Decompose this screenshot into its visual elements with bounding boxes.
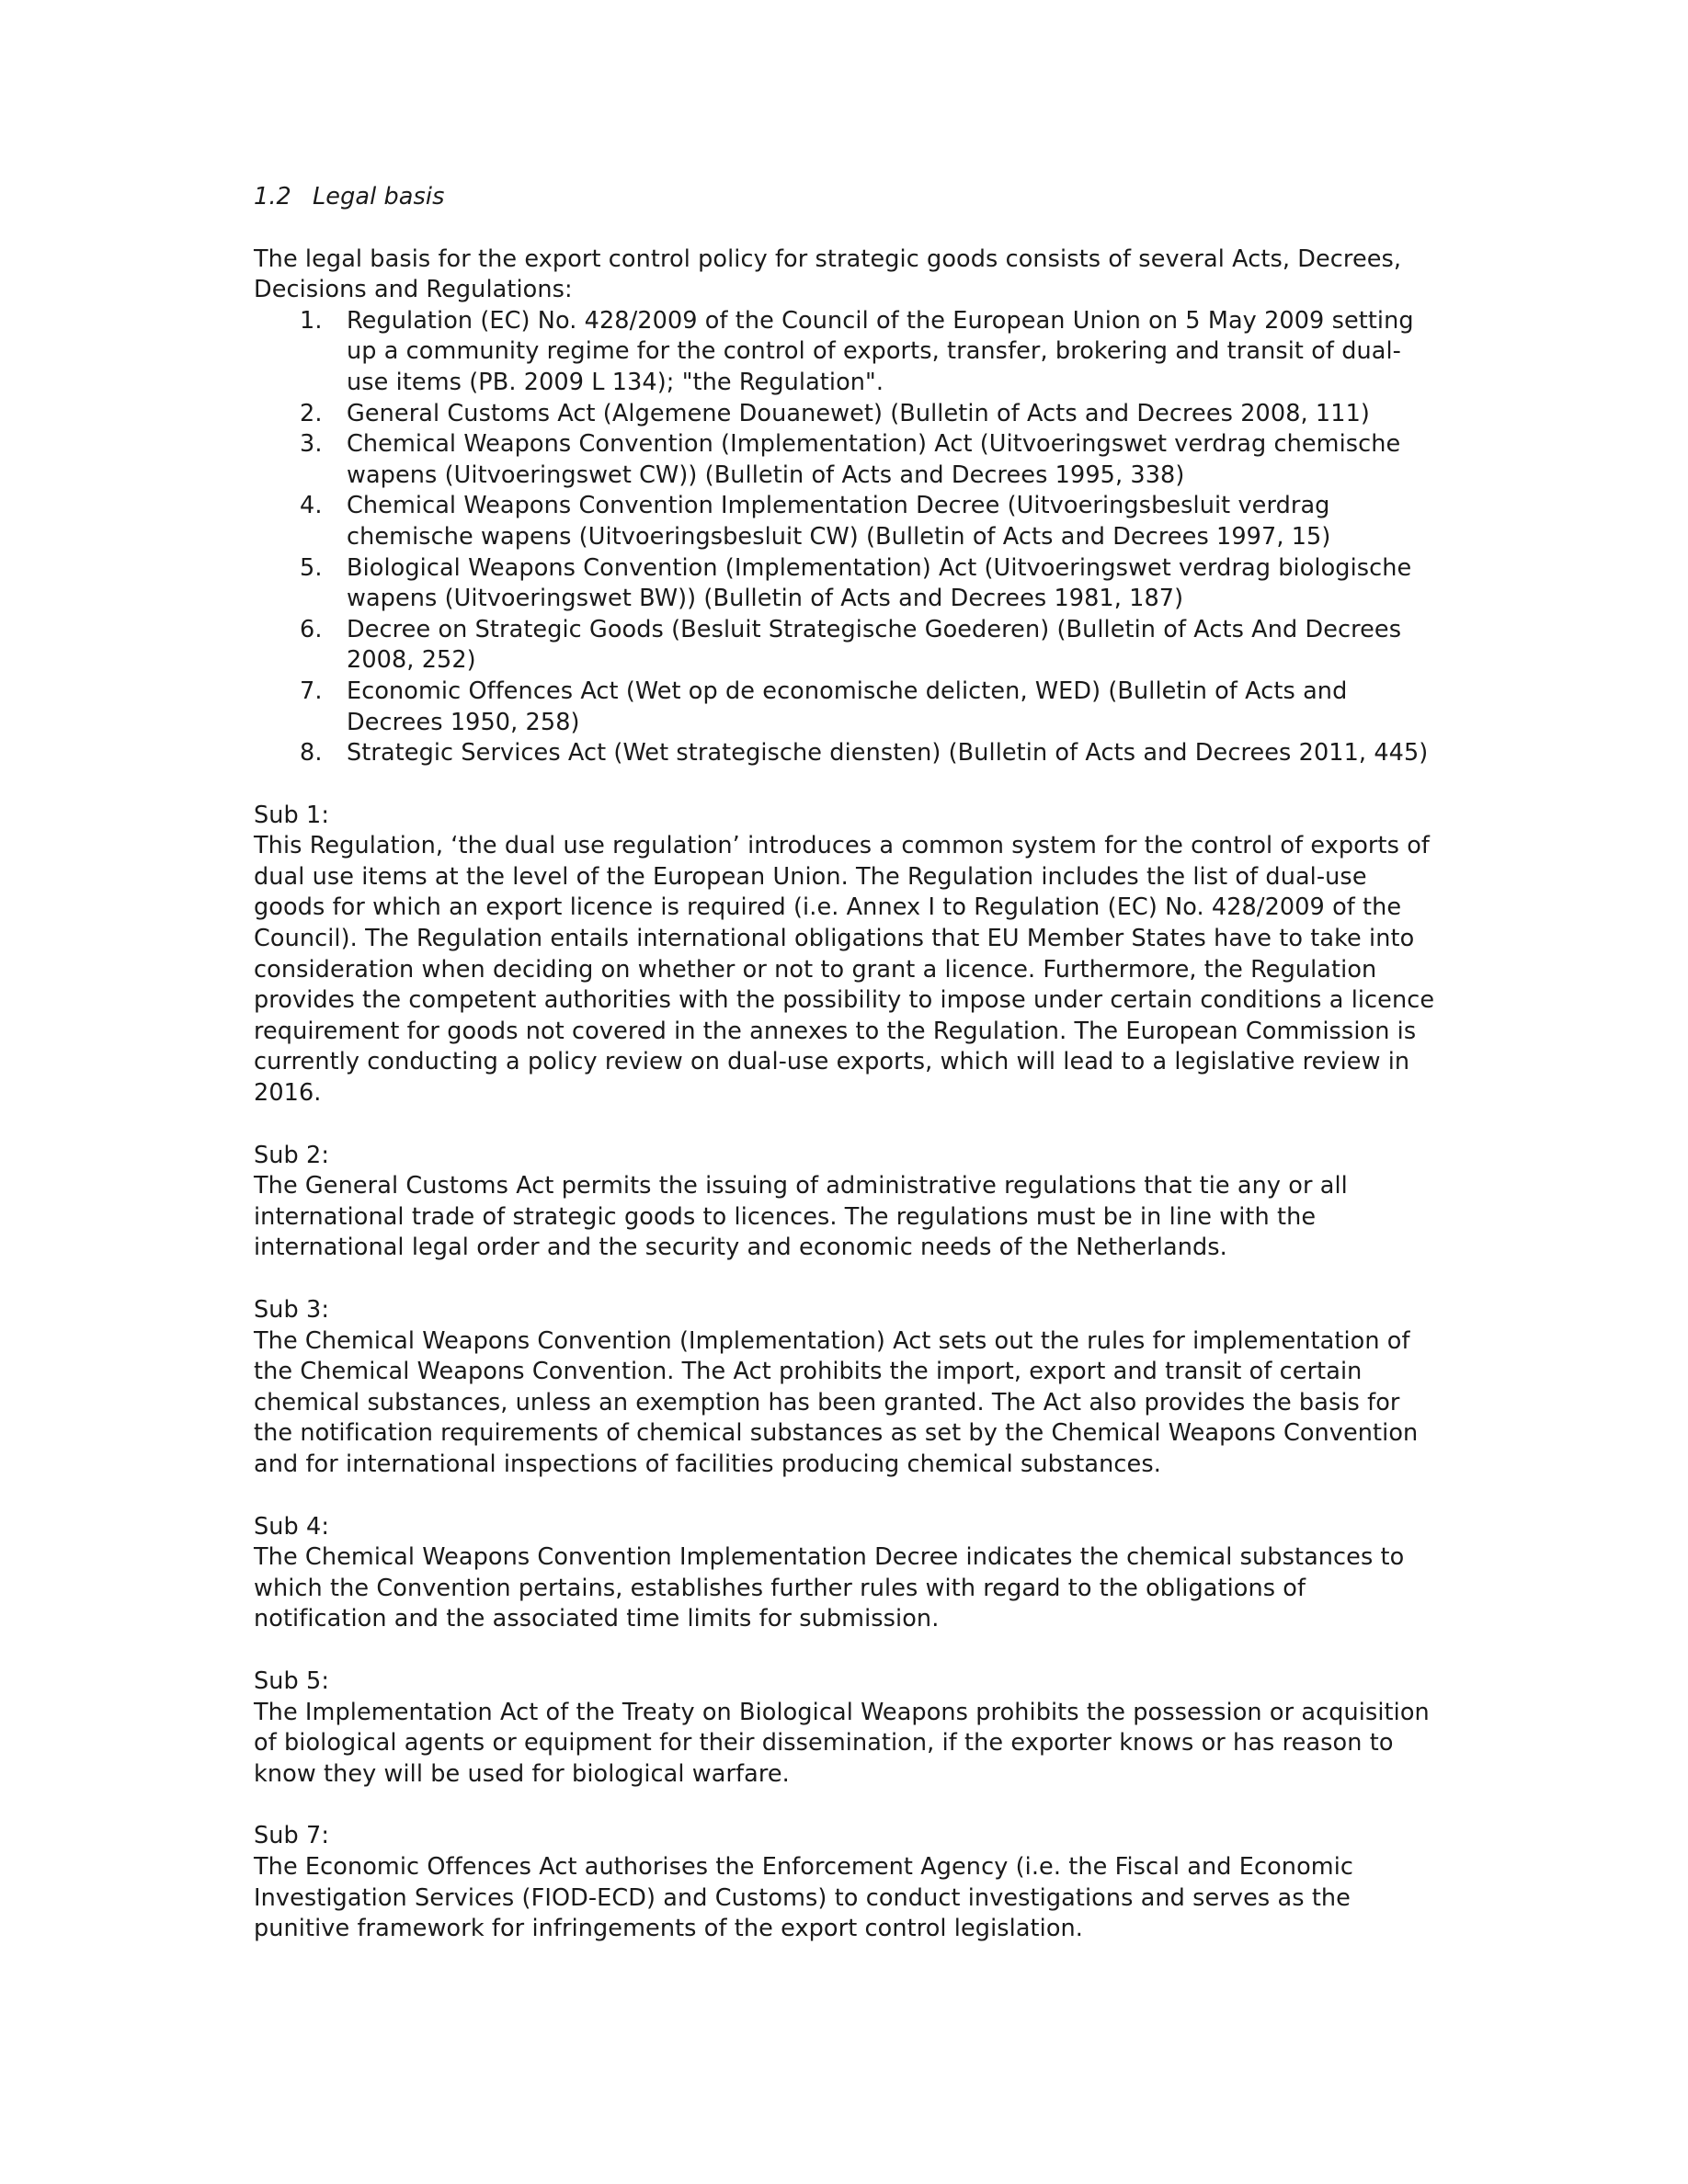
sub-section-3 xyxy=(254,1295,1440,1481)
list-marker: 8. xyxy=(300,739,323,768)
document-page xyxy=(254,182,1440,1976)
list-marker: 7. xyxy=(300,677,323,705)
list-item xyxy=(254,615,1440,677)
legal-basis-list xyxy=(254,306,1440,769)
list-item-text: Strategic Services Act (Wet strategische diensten) (Bulletin of Acts and Decrees 2011, 445) xyxy=(347,739,1429,768)
sub-text: The Implementation Act of the Treaty on Biological Weapons prohibits the possession or acquisition of biological agents or equipment for their dissemination, if the exporter knows or has reason to know they will be used for biological warfare. xyxy=(254,1698,1430,1788)
sub-label: Sub 4: xyxy=(254,1512,330,1541)
sub-section-7 xyxy=(254,1821,1440,1944)
list-marker: 4. xyxy=(300,492,323,520)
list-item-text: Chemical Weapons Convention Implementation Decree (Uitvoeringsbesluit verdrag chemische wapens (Uitvoeringsbesluit CW) (Bulletin of Acts and Decrees 1997, 15) xyxy=(347,492,1331,551)
list-item-text: Biological Weapons Convention (Implementation) Act (Uitvoeringswet verdrag biologische wapens (Uitvoeringswet BW)) (Bulletin of Acts and Decrees 1981, 187) xyxy=(347,553,1412,613)
sub-label: Sub 2: xyxy=(254,1141,330,1169)
sub-label: Sub 3: xyxy=(254,1296,330,1324)
list-item-text: Regulation (EC) No. 428/2009 of the Council of the European Union on 5 May 2009 setting up a community regime for the control of exports, transfer, brokering and transit of dual-use items (PB. 2009 L 134); "the Regulation". xyxy=(347,306,1414,396)
sub-section-5 xyxy=(254,1666,1440,1790)
list-marker: 5. xyxy=(300,553,323,582)
list-item xyxy=(254,491,1440,552)
sub-text: The General Customs Act permits the issuing of administrative regulations that tie any or all international trade of strategic goods to licences. The regulations must be in line with the international legal order and the security and economic needs of the Netherlands. xyxy=(254,1172,1348,1262)
sub-text: This Regulation, ‘the dual use regulation’ introduces a common system for the control of exports of dual use items at the level of the European Union. The Regulation includes the list of dual-use goods for which an export licence is required (i.e. Annex I to Regulation (EC) No. 428/2009 of the Council). The Regulation entails international obligations that EU Member States have to take into consideration when deciding on whether or not to grant a licence. Furthermore, the Regulation provides the competent authorities with the possibility to impose under certain conditions a licence requirement for goods not covered in the annexes to the Regulation. The European Commission is currently conducting a policy review on dual-use exports, which will lead to a legislative review in 2016. xyxy=(254,832,1435,1108)
list-item xyxy=(254,429,1440,491)
list-marker: 1. xyxy=(300,306,323,335)
list-item-text: Economic Offences Act (Wet op de economische delicten, WED) (Bulletin of Acts and Decrees 1950, 258) xyxy=(347,677,1348,736)
list-item-text: Decree on Strategic Goods (Besluit Strategische Goederen) (Bulletin of Acts And Decrees 2008, 252) xyxy=(347,615,1402,675)
list-marker: 3. xyxy=(300,430,323,459)
list-marker: 2. xyxy=(300,399,323,427)
list-item-text: General Customs Act (Algemene Douanewet) (Bulletin of Acts and Decrees 2008, 111) xyxy=(347,399,1370,427)
section-title: Legal basis xyxy=(313,183,445,210)
sub-label: Sub 5: xyxy=(254,1666,330,1695)
sub-label: Sub 7: xyxy=(254,1822,330,1850)
list-item xyxy=(254,399,1440,430)
sub-text: The Chemical Weapons Convention Implementation Decree indicates the chemical substances to which the Convention pertains, establishes further rules with regard to the obligations of notification and the associated time limits for submission. xyxy=(254,1543,1405,1633)
list-item xyxy=(254,677,1440,738)
sub-section-2 xyxy=(254,1141,1440,1264)
list-marker: 6. xyxy=(300,615,323,643)
intro-paragraph: The legal basis for the export control policy for strategic goods consists of several Acts, Decrees, Decisions and Regulations: xyxy=(254,245,1402,304)
list-item xyxy=(254,738,1440,769)
sub-text: The Economic Offences Act authorises the Enforcement Agency (i.e. the Fiscal and Economic Investigation Services (FIOD-ECD) and Customs) to conduct investigations and serves as the punitive framework for infringements of the export control legislation. xyxy=(254,1852,1354,1943)
sub-section-1 xyxy=(254,801,1440,1109)
sub-section-4 xyxy=(254,1512,1440,1635)
section-heading xyxy=(254,182,1440,213)
list-item xyxy=(254,553,1440,615)
list-item-text: Chemical Weapons Convention (Implementation) Act (Uitvoeringswet verdrag chemische wapens (Uitvoeringswet CW)) (Bulletin of Acts and Decrees 1995, 338) xyxy=(347,430,1401,489)
sub-text: The Chemical Weapons Convention (Implementation) Act sets out the rules for implementation of the Chemical Weapons Convention. The Act prohibits the import, export and transit of certain chemical substances, unless an exemption has been granted. The Act also provides the basis for the notification requirements of chemical substances as set by the Chemical Weapons Convention and for international inspections of facilities producing chemical substances. xyxy=(254,1326,1419,1478)
section-number: 1.2 xyxy=(254,183,291,210)
list-item xyxy=(254,306,1440,399)
sub-label: Sub 1: xyxy=(254,801,330,829)
